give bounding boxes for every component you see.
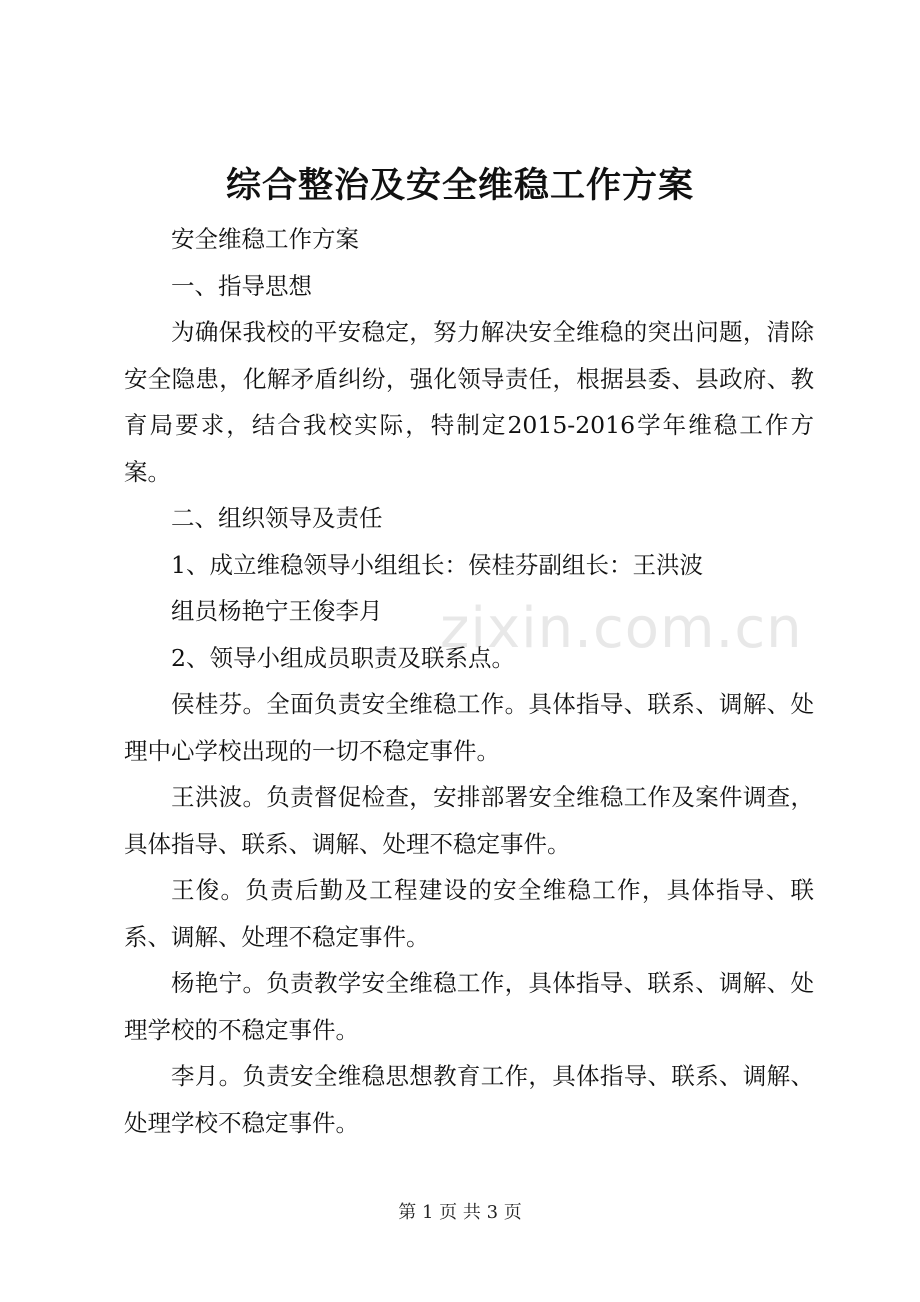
page-footer: 第 1 页 共 3 页 xyxy=(398,1202,522,1223)
document-title: 综合整治及安全维稳工作方案 xyxy=(225,165,694,206)
paragraph: 安全维稳工作方案 xyxy=(171,225,359,253)
paragraph: 二、组织领导及责任 xyxy=(171,504,383,532)
document-body xyxy=(124,216,814,1146)
paragraph: 王俊。负责后勤及工程建设的安全维稳工作，具体指导、联系、调解、处理不稳定事件。 xyxy=(124,876,814,951)
paragraph: 侯桂芬。全面负责安全维稳工作。具体指导、联系、调解、处理中心学校出现的一切不稳定事件。 xyxy=(124,690,814,765)
paragraph: 1、成立维稳领导小组组长：侯桂芬副组长：王洪波 xyxy=(171,550,703,579)
paragraph: 2、领导小组成员职责及联系点。 xyxy=(171,643,515,672)
paragraph: 组员杨艳宁王俊李月 xyxy=(171,597,383,625)
watermark: zixin.com.cn xyxy=(440,596,803,661)
paragraph: 王洪波。负责督促检查，安排部署安全维稳工作及案件调查，具体指导、联系、调解、处理不稳定事件。 xyxy=(124,783,814,858)
paragraph: 一、指导思想 xyxy=(171,271,312,300)
paragraph: 杨艳宁。负责教学安全维稳工作，具体指导、联系、调解、处理学校的不稳定事件。 xyxy=(124,969,814,1044)
paragraph: 为确保我校的平安稳定，努力解决安全维稳的突出问题，清除安全隐患，化解矛盾纠纷，强化领导责任，根据县委、县政府、教育局要求，结合我校实际，特制定2015-2016学年维稳工作方案。 xyxy=(124,318,814,486)
paragraph: 李月。负责安全维稳思想教育工作，具体指导、联系、调解、处理学校不稳定事件。 xyxy=(124,1062,814,1137)
